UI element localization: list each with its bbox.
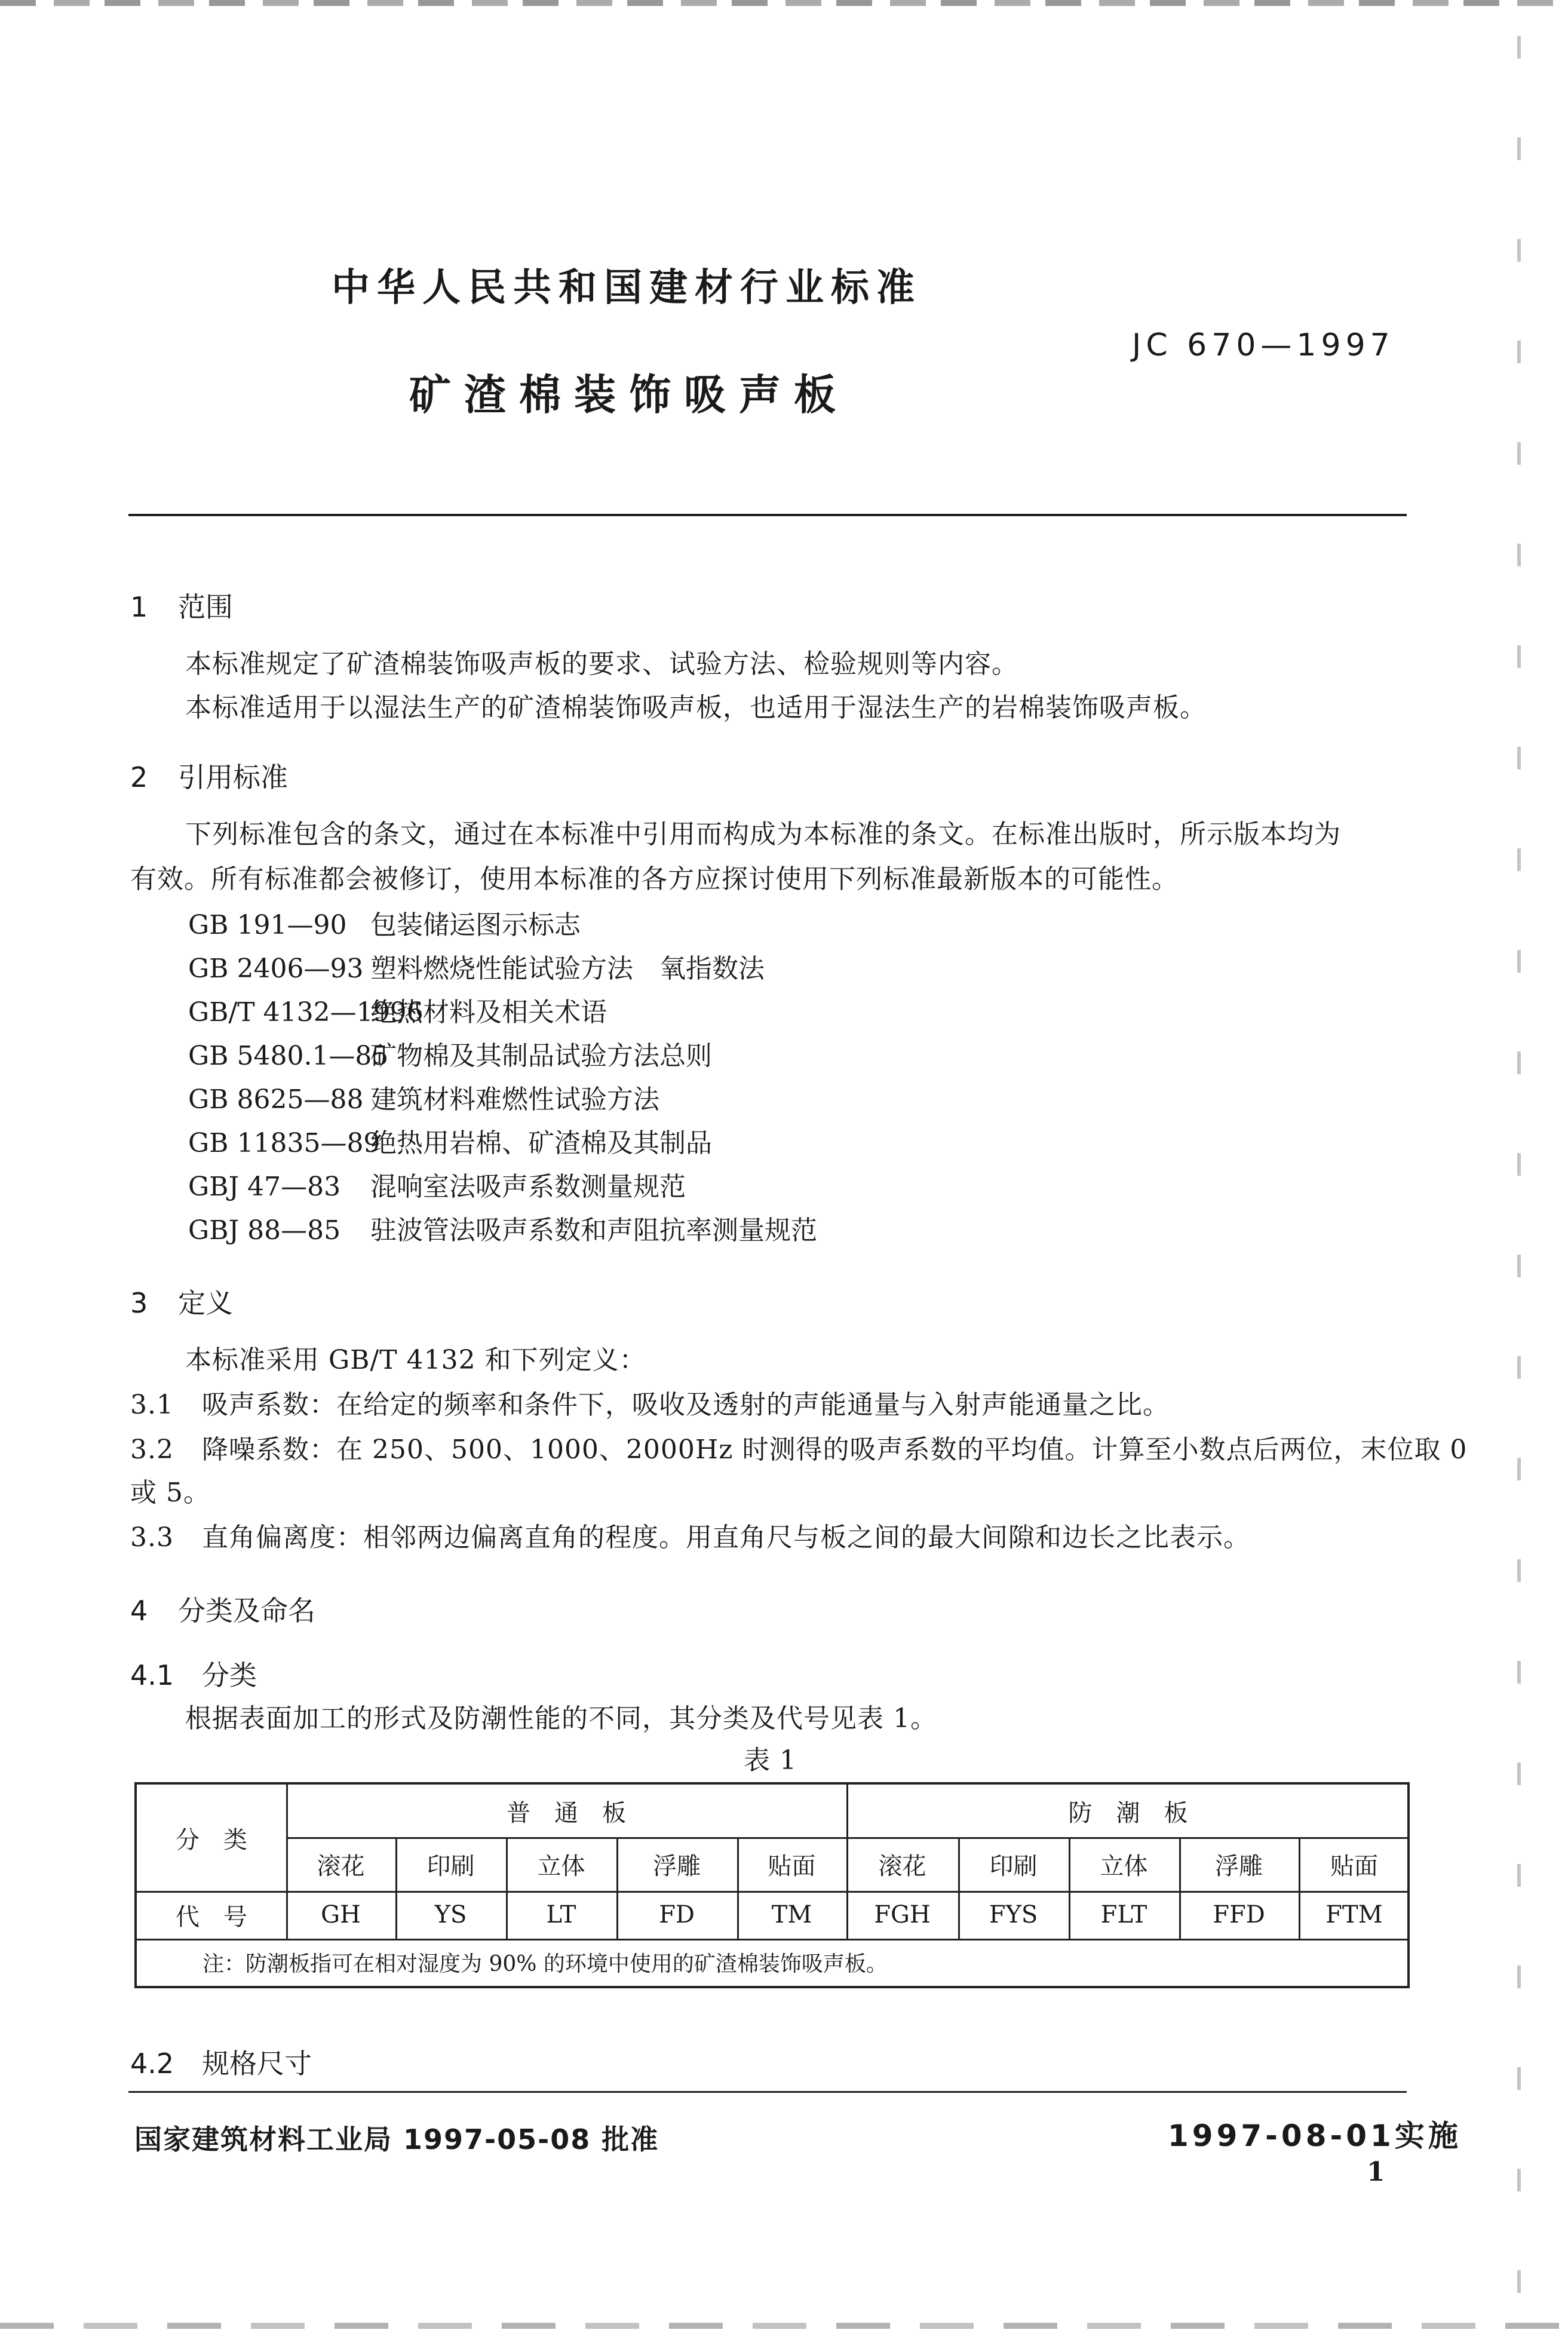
scan-edge-right	[1517, 36, 1521, 2294]
definition-3-1: 3.1 吸声系数：在给定的频率和条件下，吸收及透射的声能通量与入射声能通量之比。	[130, 1390, 1170, 1420]
table-1	[134, 1782, 1410, 1988]
table-caption: 表 1	[744, 1745, 797, 1776]
reference-item: GB 2406—93 塑料燃烧性能试验方法 氧指数法	[188, 954, 765, 984]
scan-edge-bottom	[0, 2323, 1568, 2329]
table-header-class: 分 类	[176, 1826, 247, 1854]
section-3-heading: 3 定义	[130, 1287, 233, 1319]
section-4-heading: 4 分类及命名	[130, 1595, 315, 1627]
table-subtype-cell: 滚花	[878, 1852, 926, 1880]
definition-3-2: 3.2 降噪系数：在 250、500、1000、2000Hz 时测得的吸声系数的平均值。计算至小数点后两位，末位取 0	[130, 1434, 1468, 1465]
reference-item: GBJ 88—85 驻波管法吸声系数和声阻抗率测量规范	[188, 1215, 817, 1246]
reference-item: GBJ 47—83 混响室法吸声系数测量规范	[188, 1172, 686, 1202]
standard-number: JC 670—1997	[1132, 327, 1395, 363]
table-code-cell: FLT	[1100, 1901, 1147, 1929]
header-divider	[128, 514, 1407, 516]
org-title: 中华人民共和国建材行业标准	[332, 266, 922, 310]
table-code-cell: FD	[659, 1901, 695, 1929]
section-2-heading: 2 引用标准	[130, 761, 288, 793]
table-subtype-cell: 立体	[1100, 1852, 1148, 1880]
table-code-cell: FFD	[1213, 1901, 1265, 1929]
section-2-paragraph-line-1: 下列标准包含的条文，通过在本标准中引用而构成为本标准的条文。在标准出版时，所示版本均为	[185, 819, 1341, 850]
table-code-cell: YS	[434, 1901, 467, 1929]
document-title: 矿渣棉装饰吸声板	[409, 370, 849, 419]
table-subtype-cell: 贴面	[768, 1852, 816, 1880]
table-code-cell: LT	[546, 1901, 576, 1929]
table-group-moisture-proof: 防 潮 板	[1068, 1799, 1188, 1827]
table-code-cell: FYS	[989, 1901, 1038, 1929]
section-4-1-heading: 4.1 分类	[130, 1659, 257, 1691]
reference-item: GB 5480.1—85矿物棉及其制品试验方法总则	[188, 1041, 712, 1071]
section-1-heading: 1 范围	[130, 591, 233, 623]
section-2-paragraph-line-2: 有效。所有标准都会被修订，使用本标准的各方应探讨使用下列标准最新版本的可能性。	[130, 864, 1179, 894]
table-subtype-cell: 立体	[537, 1852, 585, 1880]
table-subtype-cell: 浮雕	[1215, 1852, 1263, 1880]
section-3-intro: 本标准采用 GB/T 4132 和下列定义：	[185, 1345, 646, 1375]
table-subtype-cell: 浮雕	[653, 1852, 701, 1880]
section-4-1-text: 根据表面加工的形式及防潮性能的不同，其分类及代号见表 1。	[185, 1703, 937, 1734]
table-code-cell: FTM	[1325, 1901, 1383, 1929]
section-1-paragraph-2: 本标准适用于以湿法生产的矿渣棉装饰吸声板，也适用于湿法生产的岩棉装饰吸声板。	[185, 692, 1207, 723]
footer-divider	[128, 2091, 1407, 2093]
definition-3-2-continued: 或 5。	[130, 1477, 210, 1508]
effective-date: 1997-08-01实施	[1168, 2119, 1462, 2153]
table-subtype-cell: 印刷	[426, 1852, 475, 1880]
reference-item: GB 191—90 包装储运图示标志	[188, 910, 581, 940]
table-subtype-cell: 贴面	[1330, 1852, 1378, 1880]
definition-3-3: 3.3 直角偏离度：相邻两边偏离直角的程度。用直角尺与板之间的最大间隙和边长之比表示。	[130, 1522, 1250, 1553]
table-subtype-cell: 印刷	[989, 1852, 1038, 1880]
table-header-code: 代 号	[176, 1903, 247, 1931]
reference-item: GB/T 4132—1996绝热材料及相关术语	[188, 997, 607, 1028]
reference-item: GB 8625—88 建筑材料难燃性试验方法	[188, 1084, 659, 1115]
section-4-2-heading: 4.2 规格尺寸	[130, 2047, 312, 2080]
table-code-cell: TM	[771, 1901, 812, 1929]
table-code-cell: GH	[321, 1901, 361, 1929]
approval-statement: 国家建筑材料工业局 1997-05-08 批准	[134, 2123, 659, 2156]
page-number: 1	[1367, 2157, 1385, 2187]
table-code-cell: FGH	[874, 1901, 931, 1929]
table-note: 注：防潮板指可在相对湿度为 90% 的环境中使用的矿渣棉装饰吸声板。	[202, 1952, 888, 1976]
scan-edge-top	[0, 0, 1568, 6]
table-group-ordinary: 普 通 板	[507, 1799, 626, 1827]
table-subtype-cell: 滚花	[317, 1852, 365, 1880]
section-1-paragraph-1: 本标准规定了矿渣棉装饰吸声板的要求、试验方法、检验规则等内容。	[185, 649, 1018, 679]
reference-item: GB 11835—89绝热用岩棉、矿渣棉及其制品	[188, 1128, 712, 1158]
